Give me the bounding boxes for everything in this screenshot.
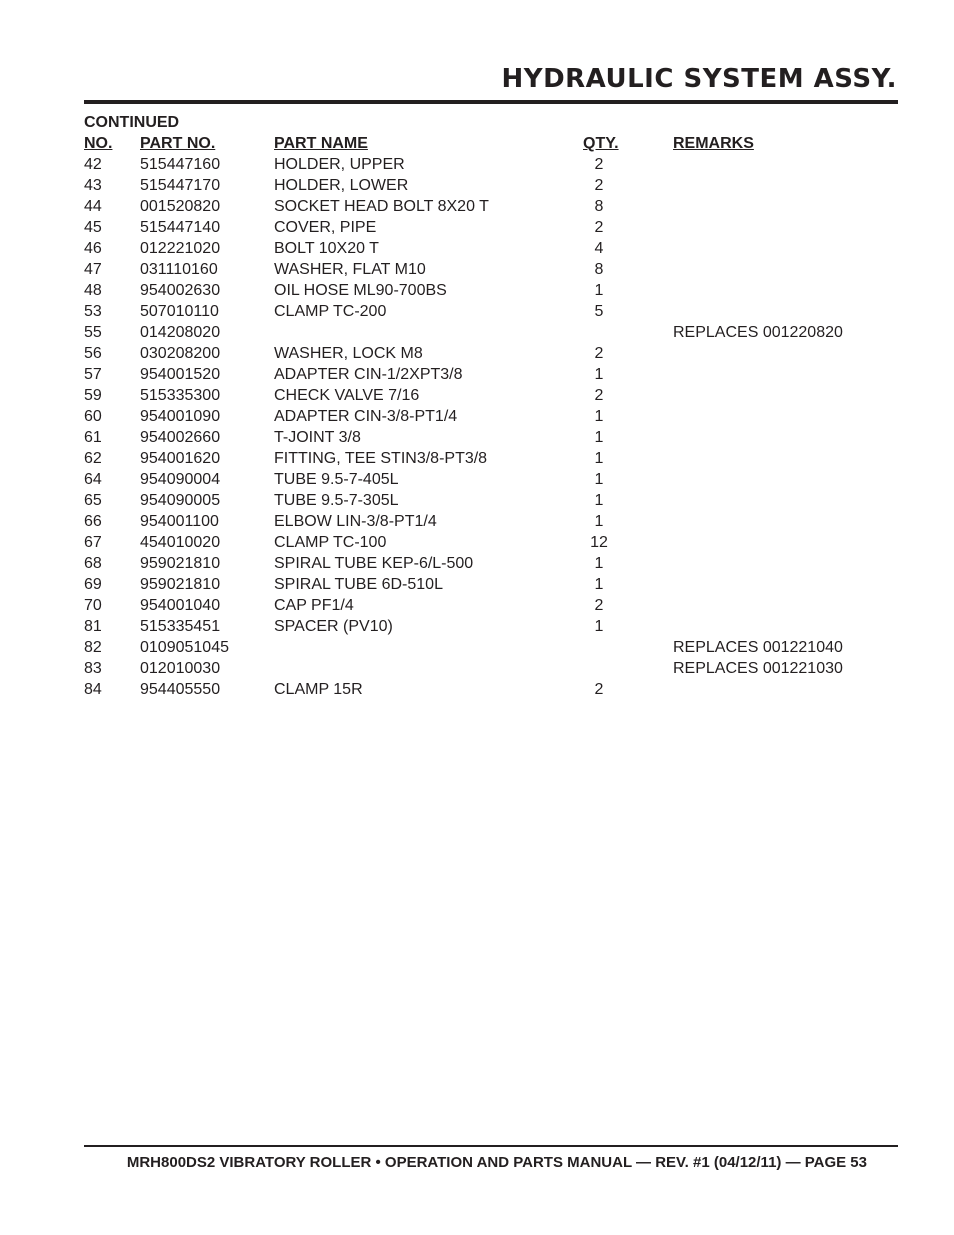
row-no: 46 [84,240,102,257]
table-row [84,513,898,534]
row-part-no: 001520820 [140,198,221,215]
row-no: 68 [84,555,102,572]
row-qty: 1 [594,471,604,488]
continued-label: CONTINUED [84,114,180,131]
bottom-divider [84,1145,898,1147]
row-no: 64 [84,471,102,488]
table-row [84,534,898,555]
row-part-no: 954001620 [140,450,221,467]
row-no: 57 [84,366,102,383]
table-row [84,576,898,597]
row-qty: 8 [594,198,604,215]
row-part-name: SPIRAL TUBE KEP-6/L-500 [274,555,474,572]
row-part-name: CHECK VALVE 7/16 [274,387,420,404]
row-part-name: ADAPTER CIN-3/8-PT1/4 [274,408,458,425]
row-part-no: 515447140 [140,219,221,236]
parts-table [84,156,898,702]
row-part-no: 959021810 [140,576,221,593]
row-part-no: 959021810 [140,555,221,572]
row-no: 55 [84,324,102,341]
row-part-name: WASHER, LOCK M8 [274,345,423,362]
row-part-name: ELBOW LIN-3/8-PT1/4 [274,513,437,530]
table-header [84,135,898,155]
row-no: 70 [84,597,102,614]
row-part-name: OIL HOSE ML90-700BS [274,282,447,299]
table-row [84,492,898,513]
row-part-name: HOLDER, LOWER [274,177,409,194]
row-no: 45 [84,219,102,236]
row-qty: 2 [594,387,604,404]
row-part-name: CLAMP TC-200 [274,303,387,320]
row-no: 60 [84,408,102,425]
row-qty: 8 [594,261,604,278]
row-part-no: 0109051045 [140,639,229,656]
row-part-no: 507010110 [140,303,219,320]
row-part-name: T-JOINT 3/8 [274,429,361,446]
row-qty: 1 [594,555,604,572]
row-part-no: 954001040 [140,597,221,614]
row-qty: 2 [594,219,604,236]
row-qty: 1 [594,513,604,530]
row-part-no: 515447160 [140,156,221,173]
row-part-no: 515447170 [140,177,221,194]
row-part-name: SOCKET HEAD BOLT 8X20 T [274,198,489,215]
row-qty: 2 [594,597,604,614]
header-remarks: REMARKS [673,135,754,152]
row-part-no: 454010020 [140,534,221,551]
row-part-no: 012010030 [140,660,221,677]
row-part-name: BOLT 10X20 T [274,240,379,257]
table-row [84,555,898,576]
row-part-name: SPIRAL TUBE 6D-510L [274,576,443,593]
table-row [84,198,898,219]
row-part-no: 515335451 [140,618,221,635]
table-row [84,324,898,345]
table-row [84,429,898,450]
row-remarks: REPLACES 001221040 [673,639,843,656]
row-no: 56 [84,345,102,362]
row-part-name: TUBE 9.5-7-305L [274,492,399,509]
row-part-no: 954002660 [140,429,221,446]
row-qty: 2 [594,177,604,194]
table-row [84,156,898,177]
table-row [84,219,898,240]
row-no: 43 [84,177,102,194]
row-part-name: HOLDER, UPPER [274,156,405,173]
row-part-no: 014208020 [140,324,221,341]
row-no: 53 [84,303,102,320]
row-no: 59 [84,387,102,404]
row-no: 84 [84,681,102,698]
row-part-name: FITTING, TEE STIN3/8-PT3/8 [274,450,488,467]
row-part-no: 954090005 [140,492,221,509]
table-row [84,471,898,492]
row-remarks: REPLACES 001221030 [673,660,843,677]
row-qty: 5 [594,303,604,320]
table-row [84,387,898,408]
header-part-name: PART NAME [274,135,368,152]
row-qty: 4 [594,240,604,257]
row-qty: 1 [594,450,604,467]
row-part-no: 954090004 [140,471,221,488]
row-part-no: 031110160 [140,261,218,278]
row-part-name: TUBE 9.5-7-405L [274,471,399,488]
table-row [84,177,898,198]
row-no: 44 [84,198,102,215]
table-row [84,303,898,324]
row-qty: 2 [594,156,604,173]
table-row [84,639,898,660]
row-part-no: 515335300 [140,387,221,404]
row-qty: 12 [590,534,608,551]
row-part-no: 030208200 [140,345,221,362]
row-no: 66 [84,513,102,530]
row-part-no: 012221020 [140,240,221,257]
header-part-no: PART NO. [140,135,216,152]
row-part-name: WASHER, FLAT M10 [274,261,426,278]
table-row [84,450,898,471]
row-part-no: 954001520 [140,366,221,383]
page-title: HYDRAULIC SYSTEM ASSY. [501,64,897,94]
page-footer: MRH800DS2 VIBRATORY ROLLER • OPERATION AND PARTS MANUAL — REV. #1 (04/12/11) — PAGE 53 [126,1154,867,1171]
row-part-name: CLAMP TC-100 [274,534,387,551]
table-row [84,345,898,366]
row-qty: 1 [594,576,604,593]
row-remarks: REPLACES 001220820 [673,324,843,341]
row-part-name: SPACER (PV10) [274,618,393,635]
row-qty: 1 [594,618,604,635]
row-part-name: CLAMP 15R [274,681,363,698]
row-part-name: CAP PF1/4 [274,597,354,614]
row-qty: 1 [594,429,604,446]
row-qty: 2 [594,681,604,698]
row-part-name: COVER, PIPE [274,219,377,236]
header-no: NO. [84,135,113,152]
row-no: 83 [84,660,102,677]
row-part-no: 954405550 [140,681,221,698]
table-row [84,240,898,261]
row-no: 67 [84,534,102,551]
row-part-no: 954001090 [140,408,221,425]
table-row [84,366,898,387]
row-no: 61 [84,429,102,446]
table-row [84,681,898,702]
row-qty: 1 [594,492,604,509]
row-no: 48 [84,282,102,299]
table-row [84,597,898,618]
row-no: 65 [84,492,102,509]
row-part-name: ADAPTER CIN-1/2XPT3/8 [274,366,463,383]
row-no: 42 [84,156,102,173]
row-no: 82 [84,639,102,656]
row-part-no: 954001100 [140,513,219,530]
row-qty: 1 [594,282,604,299]
table-row [84,261,898,282]
row-no: 62 [84,450,102,467]
header-qty: QTY. [583,135,619,152]
table-row [84,660,898,681]
row-qty: 1 [594,366,604,383]
table-row [84,618,898,639]
row-qty: 1 [594,408,604,425]
row-no: 69 [84,576,102,593]
row-part-no: 954002630 [140,282,221,299]
row-qty: 2 [594,345,604,362]
row-no: 81 [84,618,102,635]
top-divider [84,100,898,104]
table-row [84,408,898,429]
row-no: 47 [84,261,102,278]
table-row [84,282,898,303]
